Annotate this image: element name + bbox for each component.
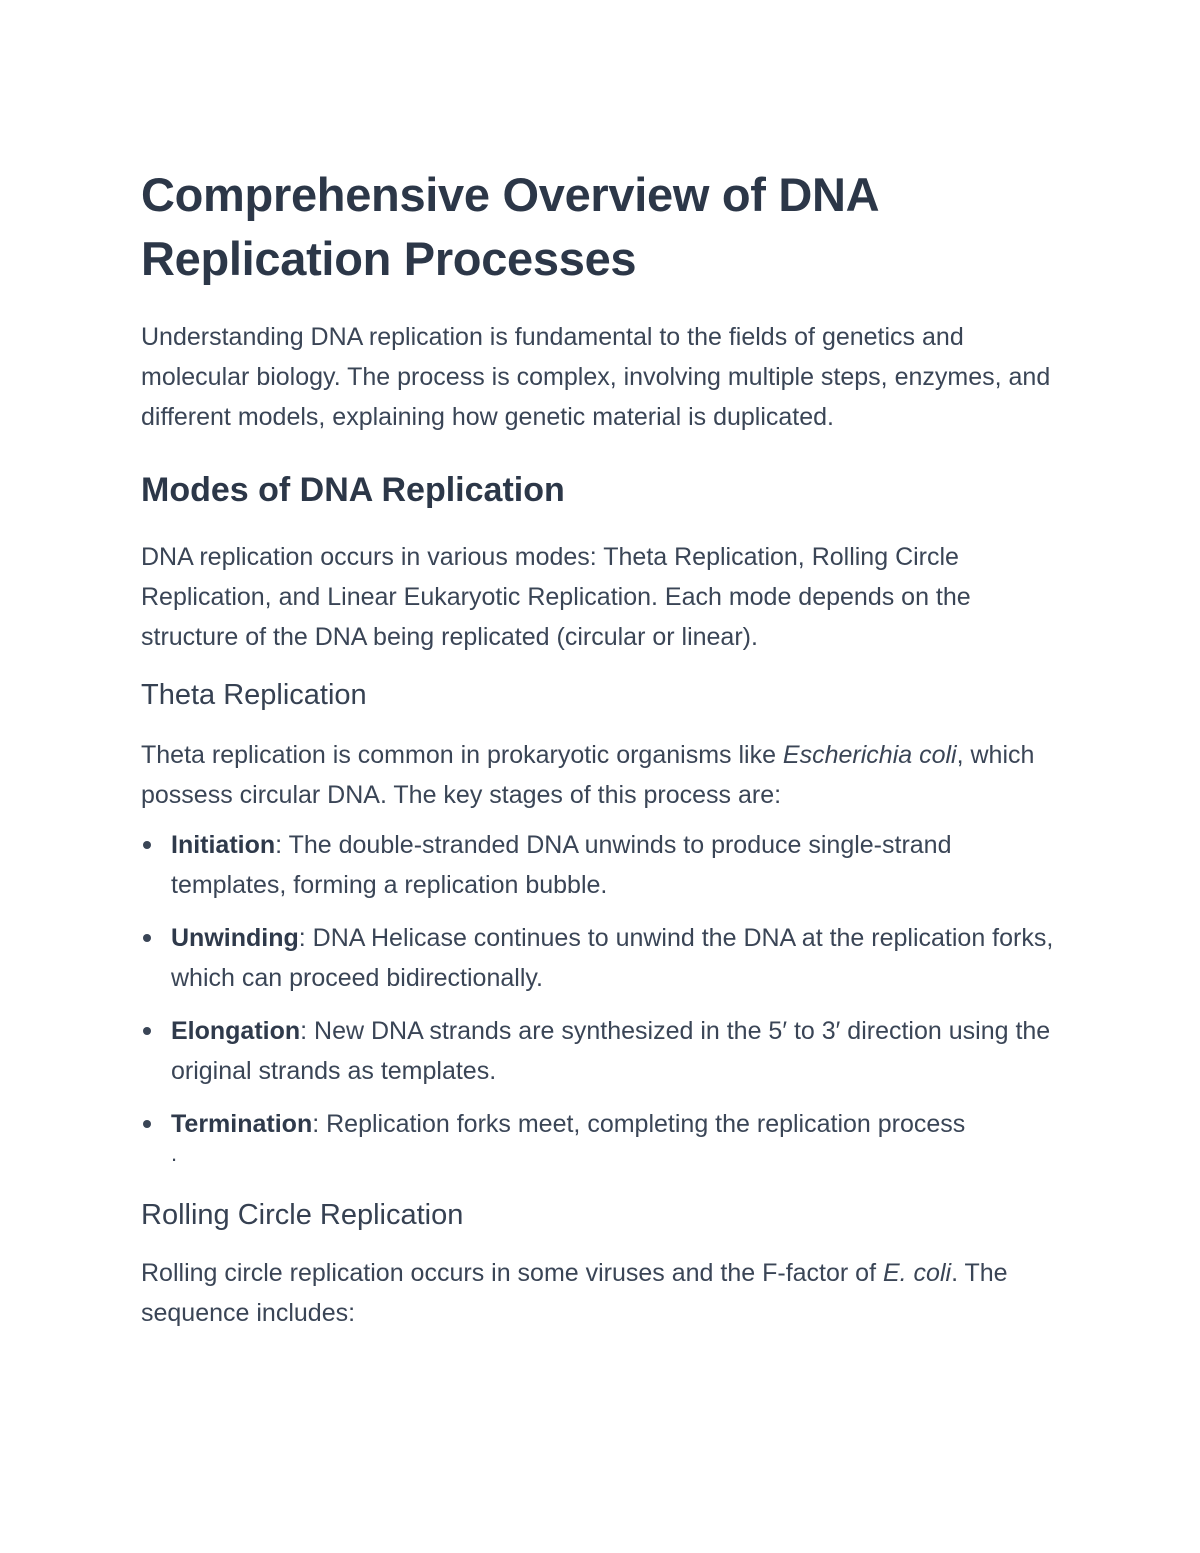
rolling-heading: Rolling Circle Replication [141, 1199, 464, 1231]
bullet-icon [143, 1027, 151, 1035]
stage-desc: : DNA Helicase continues to unwind the DNA at the replication forks, which can proceed bidirectionally. [171, 924, 1054, 992]
modes-paragraph: DNA replication occurs in various modes: Theta Replication, Rolling Circle Replication, and Linear Eukaryotic Replication. Each mode depends on the structure of the DNA being replicated (circular or linear). [141, 543, 971, 651]
theta-heading: Theta Replication [141, 679, 367, 711]
modes-heading: Modes of DNA Replication [141, 471, 565, 509]
bullet-icon [143, 934, 151, 942]
list-item [141, 1104, 1061, 1180]
stray-period: . [171, 1141, 178, 1166]
bullet-icon [143, 841, 151, 849]
stage-desc: : New DNA strands are synthesized in the 5′ to 3′ direction using the original strands as templates. [171, 1017, 1051, 1085]
theta-stages-list [141, 825, 1061, 1180]
theta-text-before: Theta replication is common in prokaryotic organisms like [141, 741, 783, 769]
rolling-organism: E. coli [882, 1259, 952, 1287]
theta-paragraph [141, 735, 1061, 815]
list-item [141, 1011, 1061, 1091]
theta-text-after: , which possess circular DNA. The key stages of this process are: [141, 741, 1035, 809]
rolling-paragraph [141, 1253, 1061, 1333]
document-page [141, 163, 1061, 1333]
rolling-text-before: Rolling circle replication occurs in some viruses and the F-factor of [141, 1259, 883, 1287]
theta-organism: Escherichia coli [782, 741, 957, 769]
stage-desc: : Replication forks meet, completing the replication process [312, 1110, 966, 1138]
intro-paragraph: Understanding DNA replication is fundamental to the fields of genetics and molecular biology. The process is complex, involving multiple steps, enzymes, and different models, explaining how genetic material is duplicated. [141, 323, 1051, 431]
stage-desc: : The double-stranded DNA unwinds to produce single-strand templates, forming a replication bubble. [171, 831, 952, 899]
bullet-icon [143, 1120, 151, 1128]
rolling-text-after: . The sequence includes: [141, 1259, 1008, 1327]
stage-term: Elongation [171, 1017, 301, 1045]
stage-term: Unwinding [171, 924, 299, 952]
list-item [141, 825, 1061, 905]
page-title: Comprehensive Overview of DNA Replication Processes [141, 168, 878, 285]
stage-term: Initiation [171, 831, 276, 859]
stage-term: Termination [171, 1110, 313, 1138]
list-item [141, 918, 1061, 998]
